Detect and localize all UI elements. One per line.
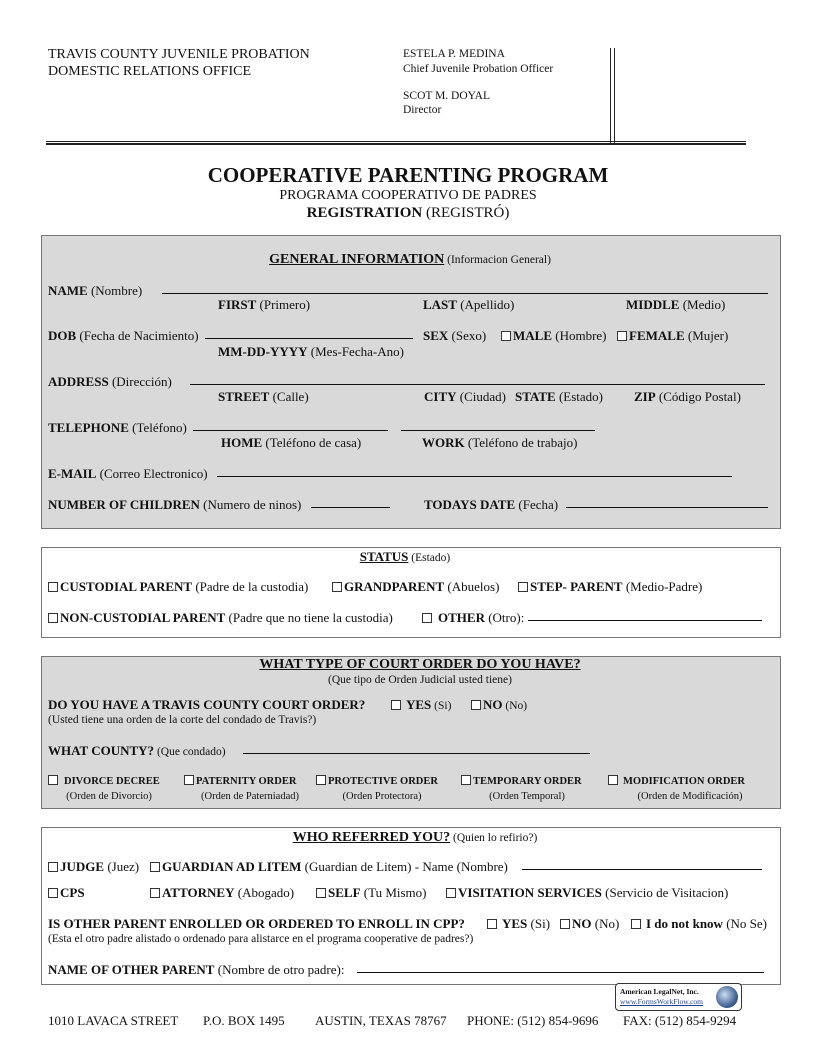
referral-judge_es-text: (Juez) [104, 859, 140, 874]
referral-yes_es-text: (Si) [527, 916, 551, 931]
state-label [515, 389, 603, 404]
travis-order-question-spanish: (Usted tiene una orden de la corte del condado de Travis?) [48, 714, 317, 726]
first-label [218, 297, 310, 312]
court-yes-checkbox[interactable] [391, 700, 401, 710]
page-title: COOPERATIVE PARENTING PROGRAM [207, 163, 609, 187]
non-custodial-checkbox[interactable] [48, 613, 58, 623]
guardian-option[interactable] [150, 859, 508, 874]
org-name: TRAVIS COUNTY JUVENILE PROBATION [48, 47, 310, 62]
footer-po-box: P.O. BOX 1495 [203, 1013, 285, 1028]
referral-heading-text: WHO REFERRED YOU? [292, 830, 451, 845]
court-yes_es-text: (Si) [431, 700, 452, 712]
general-email-text: E-MAIL [48, 466, 97, 481]
work-label [422, 435, 577, 450]
title-reg-text: REGISTRATION [306, 205, 423, 221]
registration-heading [307, 206, 510, 221]
custodial-checkbox[interactable] [48, 582, 58, 592]
checkbox[interactable] [560, 919, 570, 929]
last-label [423, 297, 514, 312]
status-custodial_es-text: (Padre de la custodia) [192, 579, 309, 594]
referral-other_name_es-text: (Nombre de otro padre): [214, 962, 345, 977]
court-no_es-text: (No) [502, 700, 528, 712]
footer-fax: FAX: (512) 854-9294 [623, 1013, 737, 1028]
checkbox[interactable] [316, 775, 326, 785]
attorney-checkbox[interactable] [150, 888, 160, 898]
referral-self-text: SELF [328, 885, 361, 900]
self-checkbox[interactable] [316, 888, 326, 898]
county-input[interactable] [243, 753, 590, 754]
general-phone-text: TELEPHONE [48, 420, 129, 435]
checkbox[interactable] [631, 919, 641, 929]
general-female-text: FEMALE [629, 328, 685, 343]
general-children-text: NUMBER OF CHILDREN [48, 497, 200, 512]
female-option[interactable] [617, 328, 728, 343]
general-street_es-text: (Calle) [269, 389, 309, 404]
status-custodial-text: CUSTODIAL PARENT [60, 579, 193, 594]
dob-format-label [218, 344, 404, 359]
title-reg_es-text: (REGISTRÓ) [422, 205, 510, 221]
address-input[interactable] [190, 384, 765, 385]
status-heading-text: STATUS [359, 549, 409, 564]
general-dob_fmt_es-text: (Mes-Fecha-Ano) [307, 344, 404, 359]
general-middle-text: MIDDLE [626, 297, 680, 312]
status-heading [360, 549, 451, 566]
visitation-option[interactable] [446, 885, 728, 900]
page-subtitle: PROGRAMA COOPERATIVO DE PADRES [279, 188, 537, 203]
general-state-text: STATE [515, 389, 556, 404]
general-first-text: FIRST [218, 297, 257, 312]
other-option[interactable] [422, 610, 524, 625]
home-label [221, 435, 361, 450]
footer-city: AUSTIN, TEXAS 78767 [315, 1013, 447, 1028]
header-vertical-divider [610, 48, 615, 144]
status-other-text: OTHER [438, 610, 485, 625]
general-date-text: TODAYS DATE [424, 497, 516, 512]
male-checkbox[interactable] [501, 331, 511, 341]
referral-gal-text: GUARDIAN AD LITEM [162, 859, 302, 874]
globe-icon [716, 986, 738, 1008]
non-custodial-option[interactable] [48, 610, 393, 625]
email-label [48, 466, 208, 481]
other-input[interactable] [528, 620, 762, 621]
children-label [48, 497, 301, 512]
travis-order-question: DO YOU HAVE A TRAVIS COUNTY COURT ORDER? [48, 697, 366, 712]
referral-other_name-text: NAME OF OTHER PARENT [48, 962, 215, 977]
court-heading: WHAT TYPE OF COURT ORDER DO YOU HAVE? [259, 657, 581, 672]
other-parent-question: IS OTHER PARENT ENROLLED OR ORDERED TO ENROLL IN CPP? [48, 916, 465, 931]
general-female_es-text: (Mujer) [684, 328, 729, 343]
general-state_es-text: (Estado) [555, 389, 603, 404]
home-phone-input[interactable] [193, 430, 388, 431]
court-orders-1-label-text: PATERNITY ORDER [196, 776, 297, 787]
logo-name-text: American LegalNet, Inc. [620, 987, 699, 996]
referral-no_es-text: (No) [591, 916, 620, 931]
date-input[interactable] [566, 507, 768, 508]
general-city_es-text: (Ciudad) [456, 389, 506, 404]
guardian-name-input[interactable] [522, 869, 762, 870]
court-orders-0-label-text: DIVORCE DECREE [64, 776, 160, 787]
referral-yes-text: YES [502, 916, 528, 931]
middle-label [626, 297, 725, 312]
general-sex_es-text: (Sexo) [448, 328, 487, 343]
footer-phone: PHONE: (512) 854-9696 [467, 1013, 599, 1028]
office-name: DOMESTIC RELATIONS OFFICE [48, 64, 252, 79]
general-home-text: HOME [221, 435, 263, 450]
referral-self_es-text: (Tu Mismo) [360, 885, 427, 900]
general-dob-text: DOB [48, 328, 77, 343]
court-no-text: NO [483, 697, 503, 712]
attorney-option[interactable] [150, 885, 294, 900]
court-yes-text: YES [406, 697, 432, 712]
court-orders-3-label-text: TEMPORARY ORDER [473, 776, 582, 787]
general-street-text: STREET [218, 389, 270, 404]
address-label [48, 374, 172, 389]
referral-dk-text: I do not know [646, 916, 723, 931]
referral-judge-text: JUDGE [60, 859, 105, 874]
name-label [48, 283, 142, 298]
general-date_es-text: (Fecha) [515, 497, 559, 512]
header-horizontal-divider [46, 141, 746, 145]
general-home_es-text: (Teléfono de casa) [262, 435, 362, 450]
judge-option[interactable] [48, 859, 139, 874]
other-parent-question-spanish: (Esta el otro padre alistado o ordenado para alistarce en el programa cooperative de padres?) [48, 933, 474, 945]
name-input[interactable] [162, 293, 768, 294]
status-noncust_es-text: (Padre que no tiene la custodia) [225, 610, 393, 625]
general-male_es-text: (Hombre) [552, 328, 607, 343]
referral-attorney-text: ATTORNEY [162, 885, 235, 900]
cpp-no-option[interactable] [560, 916, 619, 931]
email-input[interactable] [217, 476, 732, 477]
director-title: Director [403, 104, 442, 116]
other-checkbox[interactable] [422, 613, 432, 623]
general-first_es-text: (Primero) [256, 297, 311, 312]
referral-visit-text: VISITATION SERVICES [458, 885, 602, 900]
other-parent-name-input[interactable] [357, 972, 764, 973]
general-male-text: MALE [513, 328, 552, 343]
court-yes-option[interactable] [391, 697, 451, 714]
referral-heading [293, 829, 538, 846]
guardian-checkbox[interactable] [150, 862, 160, 872]
children-input[interactable] [311, 507, 390, 508]
status-heading_es-text: (Estado) [408, 552, 451, 564]
officer-title: Chief Juvenile Probation Officer [403, 63, 554, 75]
referral-visit_es-text: (Servicio de Visitacion) [601, 885, 729, 900]
general-email_es-text: (Correo Electronico) [96, 466, 208, 481]
self-option[interactable] [316, 885, 427, 900]
checkbox[interactable] [608, 775, 618, 785]
status-other_es-text: (Otro): [484, 610, 525, 625]
footer-street: 1010 LAVACA STREET [48, 1013, 179, 1028]
checkbox[interactable] [487, 919, 497, 929]
general-work_es-text: (Teléfono de trabajo) [464, 435, 578, 450]
court-no-checkbox[interactable] [471, 700, 481, 710]
referral-dk_es-text: (No Se) [722, 916, 767, 931]
dob-label [48, 328, 199, 343]
general-work-text: WORK [422, 435, 465, 450]
court-county_es-text: (Que condado) [154, 746, 226, 758]
judge-checkbox[interactable] [48, 862, 58, 872]
sex-label [423, 328, 486, 343]
cps-option[interactable] [48, 885, 85, 900]
other-parent-name-label [48, 962, 344, 977]
protective-order-option[interactable] [316, 774, 438, 789]
male-option[interactable] [501, 328, 607, 343]
logo-url[interactable]: www.FormsWorkFlow.com [620, 997, 704, 1006]
general-dob_es-text: (Fecha de Nacimiento) [76, 328, 199, 343]
female-checkbox[interactable] [617, 331, 627, 341]
director-name: SCOT M. DOYAL [403, 90, 491, 102]
divorce-decree-spanish: (Orden de Divorcio) [66, 791, 152, 802]
general-address-text: ADDRESS [48, 374, 109, 389]
general-city-text: CITY [424, 389, 457, 404]
zip-label [634, 389, 741, 404]
date-label [424, 497, 558, 512]
court-no-option[interactable] [471, 697, 527, 714]
referral-cps-text: CPS [60, 885, 85, 900]
court-county-text: WHAT COUNTY? [48, 743, 155, 758]
checkbox[interactable] [184, 775, 194, 785]
cps-checkbox[interactable] [48, 888, 58, 898]
american-legalnet-logo [615, 983, 742, 1011]
status-noncust-text: NON-CUSTODIAL PARENT [60, 610, 226, 625]
visitation-checkbox[interactable] [446, 888, 456, 898]
general-dob_fmt-text: MM-DD-YYYY [218, 344, 308, 359]
general-name_es-text: (Nombre) [87, 283, 143, 298]
general-heading-text: GENERAL INFORMATION [269, 252, 445, 267]
cpp-yes-option[interactable] [487, 916, 550, 931]
referral-no-text: NO [572, 916, 592, 931]
step-parent-option[interactable] [518, 579, 702, 594]
general-address_es-text: (Dirección) [108, 374, 172, 389]
general-zip_es-text: (Código Postal) [655, 389, 741, 404]
street-label [218, 389, 309, 404]
general-last-text: LAST [423, 297, 457, 312]
status-grand-text: GRANDPARENT [344, 579, 445, 594]
paternity-order-option[interactable] [184, 774, 296, 789]
referral-attorney_es-text: (Abogado) [234, 885, 295, 900]
city-label [424, 389, 506, 404]
general-zip-text: ZIP [634, 389, 656, 404]
work-phone-input[interactable] [401, 430, 595, 431]
court-heading-spanish: (Que tipo de Orden Judicial usted tiene) [328, 674, 512, 686]
dob-input[interactable] [205, 338, 413, 339]
status-grand_es-text: (Abuelos) [444, 579, 500, 594]
referral-gal_es-text: (Guardian de Litem) - Name (Nombre) [301, 859, 508, 874]
status-step-text: STEP- PARENT [530, 579, 623, 594]
telephone-label [48, 420, 187, 435]
general-name-text: NAME [48, 283, 88, 298]
step-parent-checkbox[interactable] [518, 582, 528, 592]
general-phone_es-text: (Teléfono) [128, 420, 187, 435]
grandparent-checkbox[interactable] [332, 582, 342, 592]
court-orders-4-label-text: MODIFICATION ORDER [623, 776, 746, 787]
custodial-option[interactable] [48, 579, 308, 594]
checkbox[interactable] [461, 775, 471, 785]
grandparent-option[interactable] [332, 579, 499, 594]
general-last_es-text: (Apellido) [456, 297, 515, 312]
protective-order-spanish: (Orden Protectora) [342, 791, 422, 802]
paternity-order-spanish: (Orden de Paterniadad) [201, 791, 299, 802]
county-label [48, 743, 226, 760]
general-middle_es-text: (Medio) [679, 297, 726, 312]
checkbox[interactable] [48, 775, 58, 785]
modification-order-spanish: (Orden de Modificación) [637, 791, 743, 802]
modification-order-option[interactable] [608, 774, 745, 789]
general-heading_es-text: (Informacion General) [444, 254, 551, 266]
court-orders-2-label-text: PROTECTIVE ORDER [328, 776, 438, 787]
general-heading [269, 251, 551, 268]
status-step_es-text: (Medio-Padre) [622, 579, 703, 594]
officer-name: ESTELA P. MEDINA [403, 48, 505, 60]
referral-heading_es-text: (Quien lo refirio?) [450, 832, 538, 844]
general-sex-text: SEX [423, 328, 449, 343]
temporary-order-option[interactable] [461, 774, 582, 789]
general-children_es-text: (Numero de ninos) [199, 497, 302, 512]
temporary-order-spanish: (Orden Temporal) [489, 791, 565, 802]
cpp-unknown-option[interactable] [631, 916, 767, 931]
divorce-decree-option[interactable] [48, 774, 160, 789]
